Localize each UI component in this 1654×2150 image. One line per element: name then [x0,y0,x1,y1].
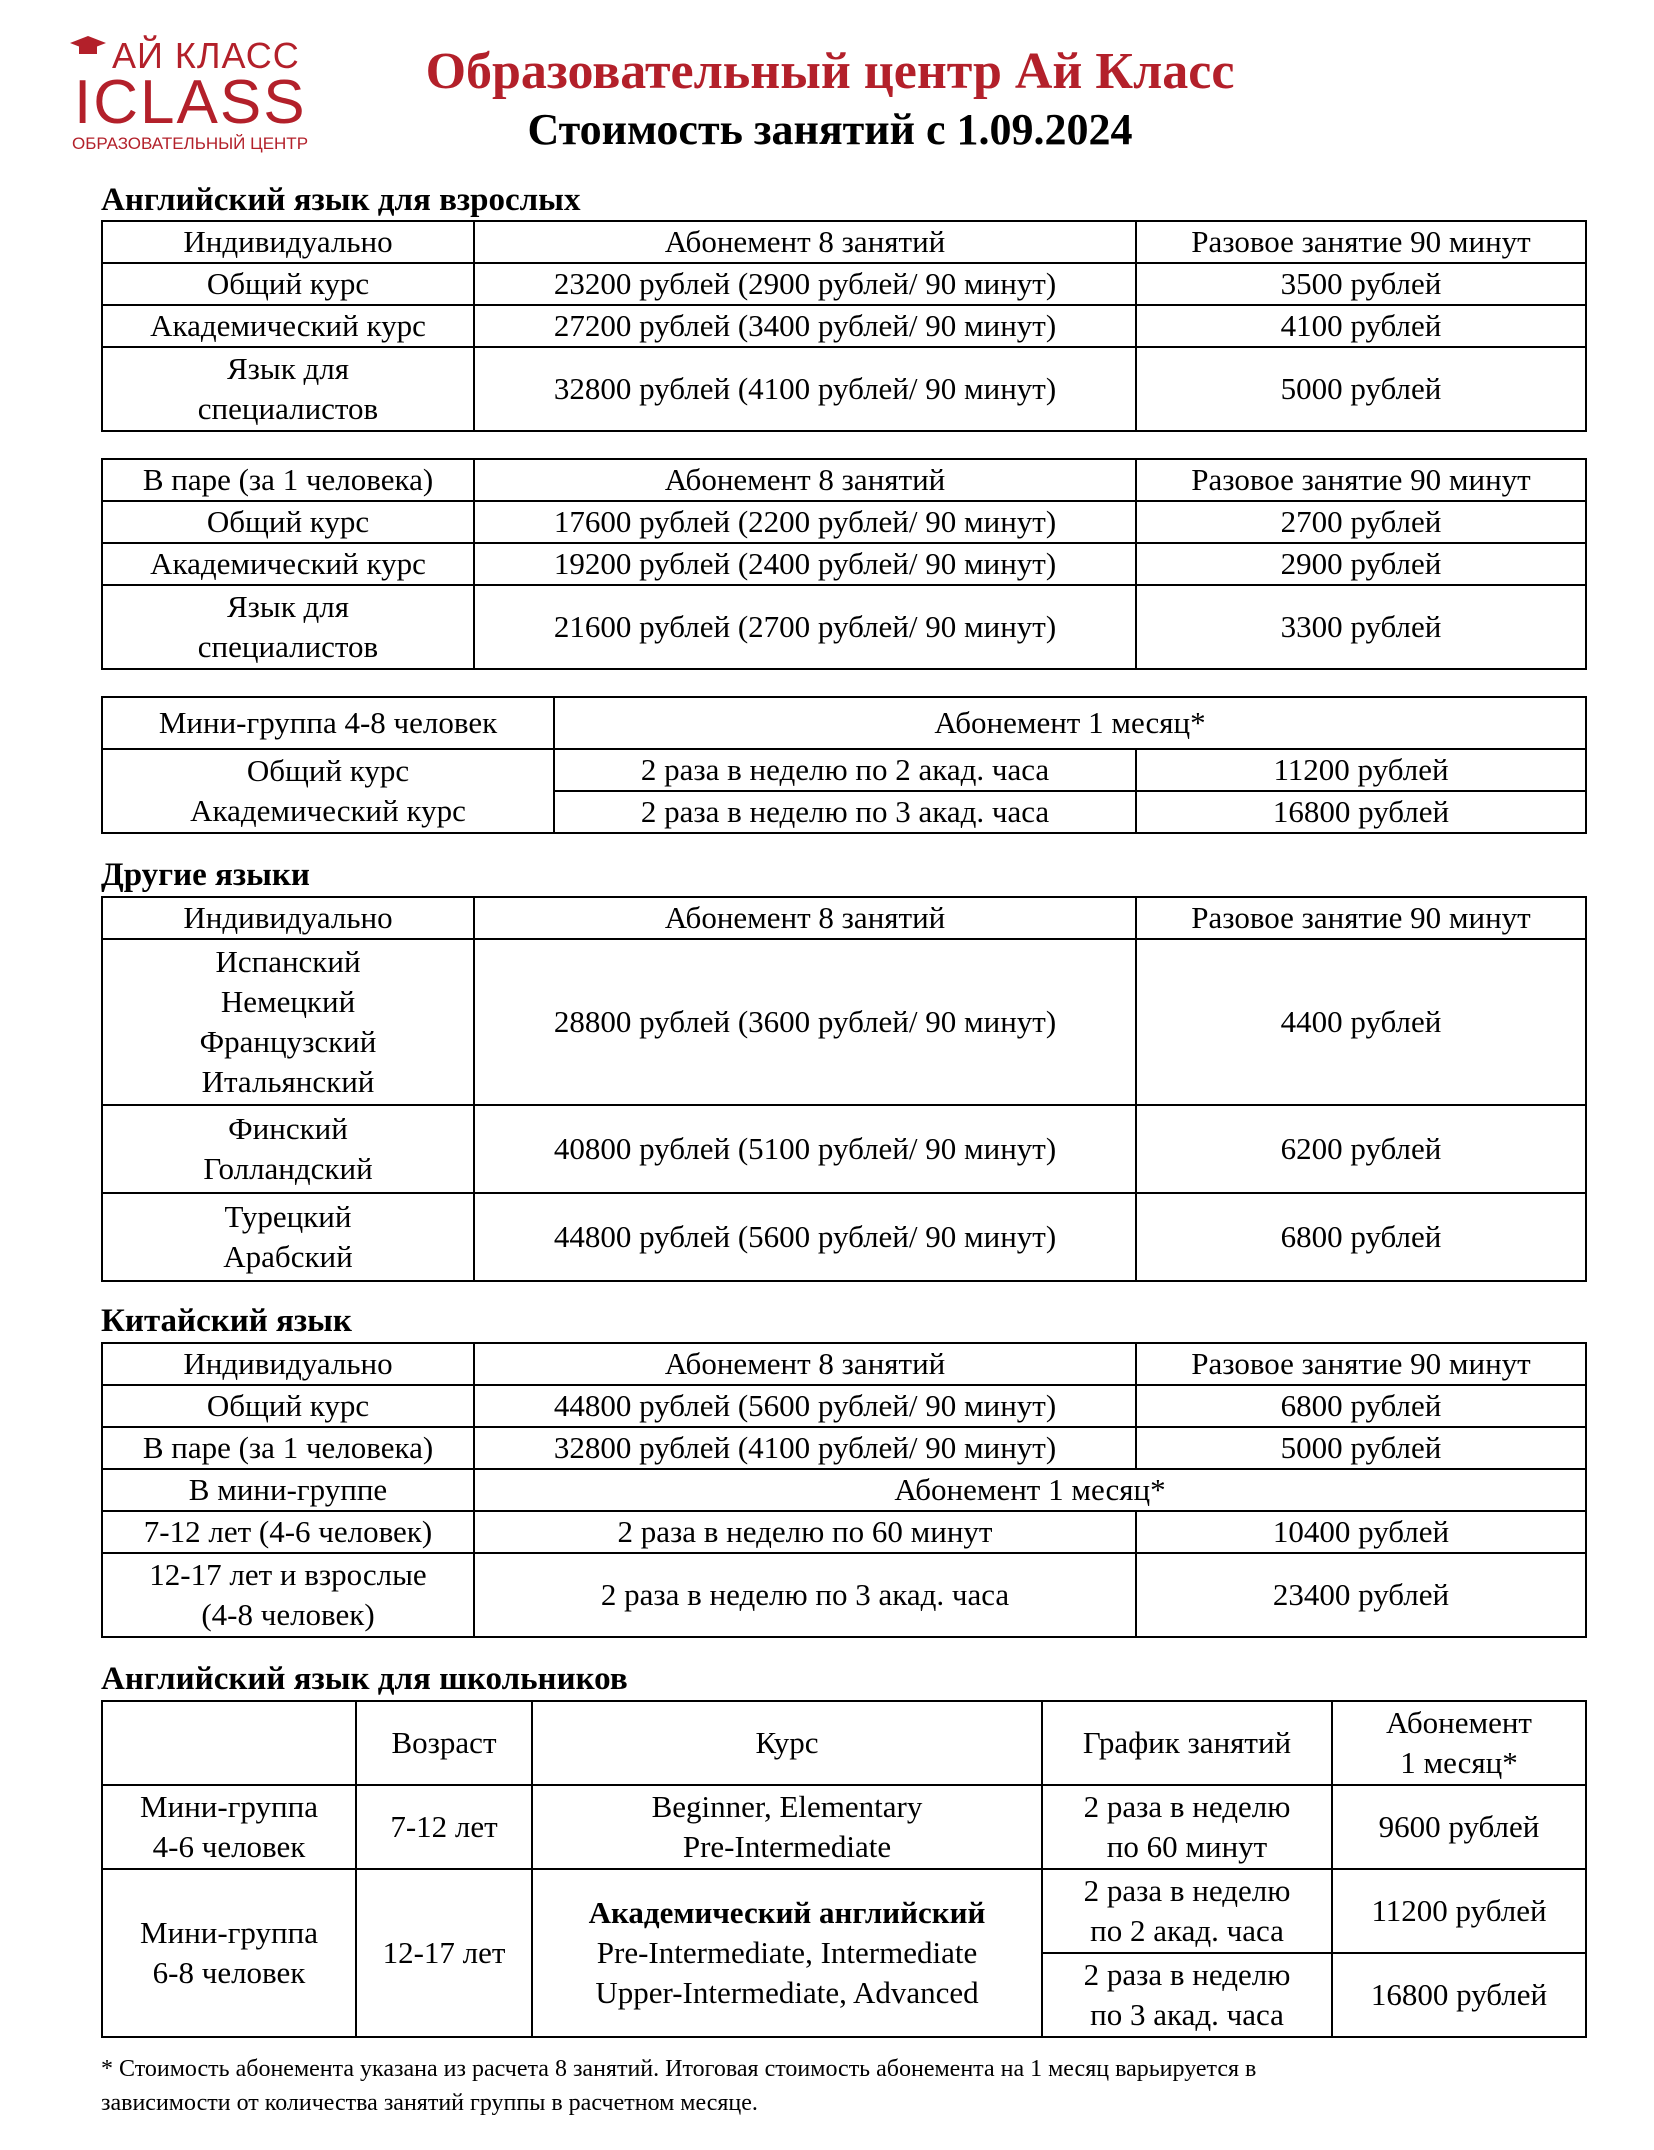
language-name: Испанский [215,944,361,979]
group-cell [102,1553,474,1637]
age-cell: 12-17 лет [356,1869,532,2037]
table-row [102,585,1586,669]
schedule-cell: 2 раза в неделю по 2 акад. часа [554,749,1136,791]
header-cell: Индивидуально [102,897,474,939]
table-other-languages [101,896,1587,1282]
schedule-cell [1042,1869,1332,1953]
table-adults-individual [101,220,1587,432]
table-row [102,501,1586,543]
schedule-cell: 2 раза в неделю по 3 акад. часа [554,791,1136,833]
group-cell: 7-12 лет (4-6 человек) [102,1511,474,1553]
language-name: Немецкий [220,984,356,1019]
section-adults-title: Английский язык для взрослых [101,182,581,218]
price-cell: 16800 рублей [1332,1953,1586,2037]
header-cell: Мини-группа 4-8 человек [102,697,554,749]
languages-cell [102,1193,474,1281]
course-line: Upper-Intermediate, Advanced [595,1975,979,2010]
single-price-cell: 4100 рублей [1136,305,1586,347]
table-header-row [102,1701,1586,1785]
price-cell: 32800 рублей (4100 рублей/ 90 минут) [474,347,1136,431]
section-chinese-title: Китайский язык [101,1303,352,1339]
table-header-row [102,459,1586,501]
course-line: Pre-Intermediate [682,1829,892,1864]
course-cell: Общий курс [102,263,474,305]
logo-line1: АЙ КЛАСС [112,35,300,76]
course-line-bold: Академический английский [588,1895,986,1930]
header-cell: Абонемент 8 занятий [474,897,1136,939]
price-cell: 28800 рублей (3600 рублей/ 90 минут) [474,939,1136,1105]
course-line: специалистов [197,391,379,426]
schedule-line: по 3 акад. часа [1090,1997,1284,2032]
language-name: Турецкий [224,1199,352,1234]
price-cell: 11200 рублей [1136,749,1586,791]
table-header-row [102,1469,1586,1511]
group-line: (4-8 человек) [201,1597,375,1632]
group-line: 6-8 человек [152,1955,306,1990]
schedule-line: по 60 минут [1106,1829,1268,1864]
group-line: Мини-группа [140,1789,318,1824]
price-cell: 9600 рублей [1332,1785,1586,1869]
table-row [102,1785,1586,1869]
table-row [102,305,1586,347]
price-cell: 27200 рублей (3400 рублей/ 90 минут) [474,305,1136,347]
table-row [102,263,1586,305]
price-cell: 23200 рублей (2900 рублей/ 90 минут) [474,263,1136,305]
course-cell [532,1785,1042,1869]
page-title: Образовательный центр Ай Класс [425,43,1235,100]
section-school-title: Английский язык для школьников [101,1661,628,1697]
header-line: Абонемент [1386,1705,1532,1740]
price-cell: 19200 рублей (2400 рублей/ 90 минут) [474,543,1136,585]
header-cell: Абонемент 8 занятий [474,459,1136,501]
header-cell: Индивидуально [102,1343,474,1385]
table-header-row [102,897,1586,939]
course-cell: Общий курс [102,501,474,543]
price-cell: 10400 рублей [1136,1511,1586,1553]
table-row [102,1193,1586,1281]
footnote-line: * Стоимость абонемента указана из расчета 8 занятий. Итоговая стоимость абонемента на 1 месяц варьируется в [101,2056,1257,2082]
course-line: специалистов [197,629,379,664]
footnote-line: зависимости от количества занятий группы в расчетном месяце. [101,2090,758,2116]
single-price-cell: 5000 рублей [1136,347,1586,431]
single-price-cell: 6800 рублей [1136,1385,1586,1427]
price-cell: 17600 рублей (2200 рублей/ 90 минут) [474,501,1136,543]
price-cell: 32800 рублей (4100 рублей/ 90 минут) [474,1427,1136,1469]
course-cell: Академический курс [102,305,474,347]
table-header-row [102,697,1586,749]
table-row [102,749,1586,791]
group-line: 12-17 лет и взрослые [149,1557,427,1592]
course-line: Язык для [226,351,350,386]
header-cell: Возраст [356,1701,532,1785]
price-cell: 21600 рублей (2700 рублей/ 90 минут) [474,585,1136,669]
course-cell [102,585,474,669]
language-name: Французский [199,1024,377,1059]
header-cell: Разовое занятие 90 минут [1136,459,1586,501]
table-header-row [102,1343,1586,1385]
age-cell: 7-12 лет [356,1785,532,1869]
header-cell: Абонемент 8 занятий [474,221,1136,263]
table-row [102,939,1586,1105]
single-price-cell: 2900 рублей [1136,543,1586,585]
price-cell: 44800 рублей (5600 рублей/ 90 минут) [474,1193,1136,1281]
schedule-line: 2 раза в неделю [1083,1957,1291,1992]
header-cell: Абонемент 1 месяц* [554,697,1586,749]
table-row [102,1385,1586,1427]
table-school [101,1700,1587,2038]
logo-line2: ICLASS [74,68,307,137]
schedule-line: по 2 акад. часа [1090,1913,1284,1948]
price-cell: 23400 рублей [1136,1553,1586,1637]
schedule-cell: 2 раза в неделю по 3 акад. часа [474,1553,1136,1637]
language-name: Финский [228,1111,348,1146]
course-cell: Общий курс [102,1385,474,1427]
single-price-cell: 3300 рублей [1136,585,1586,669]
table-adults-pair [101,458,1587,670]
table-row [102,1869,1586,1953]
course-line: Beginner, Elementary [651,1789,923,1824]
table-row [102,1511,1586,1553]
price-cell: 40800 рублей (5100 рублей/ 90 минут) [474,1105,1136,1193]
schedule-cell: 2 раза в неделю по 60 минут [474,1511,1136,1553]
group-line: Мини-группа [140,1915,318,1950]
header-cell: Разовое занятие 90 минут [1136,897,1586,939]
single-price-cell: 5000 рублей [1136,1427,1586,1469]
header-cell: Абонемент 8 занятий [474,1343,1136,1385]
table-row [102,1105,1586,1193]
header-line: 1 месяц* [1400,1745,1518,1780]
price-cell: 11200 рублей [1332,1869,1586,1953]
schedule-cell [1042,1953,1332,2037]
price-cell: 16800 рублей [1136,791,1586,833]
header-cell [102,1701,356,1785]
languages-cell [102,1105,474,1193]
schedule-cell [1042,1785,1332,1869]
section-other-title: Другие языки [101,857,310,893]
language-name: Арабский [223,1239,353,1274]
header-cell: Разовое занятие 90 минут [1136,1343,1586,1385]
graduation-cap-icon [70,36,106,56]
header-cell: Индивидуально [102,221,474,263]
table-row [102,1427,1586,1469]
header-cell [1332,1701,1586,1785]
table-chinese [101,1342,1587,1638]
single-price-cell: 4400 рублей [1136,939,1586,1105]
language-name: Голландский [203,1151,373,1186]
header-cell: В мини-группе [102,1469,474,1511]
course-cell: В паре (за 1 человека) [102,1427,474,1469]
header-cell: Курс [532,1701,1042,1785]
header-cell: В паре (за 1 человека) [102,459,474,501]
single-price-cell: 2700 рублей [1136,501,1586,543]
footnote [101,2052,1581,2120]
language-name: Итальянский [201,1064,375,1099]
course-cell: Академический курс [102,543,474,585]
schedule-line: 2 раза в неделю [1083,1789,1291,1824]
course-cell [102,749,554,833]
single-price-cell: 6800 рублей [1136,1193,1586,1281]
course-line: Общий курс [246,753,410,788]
schedule-line: 2 раза в неделю [1083,1873,1291,1908]
course-line: Академический курс [190,793,466,828]
course-line: Pre-Intermediate, Intermediate [596,1935,978,1970]
table-row [102,347,1586,431]
course-cell [102,347,474,431]
header-cell: Разовое занятие 90 минут [1136,221,1586,263]
course-line: Язык для [226,589,350,624]
single-price-cell: 3500 рублей [1136,263,1586,305]
languages-cell [102,939,474,1105]
logo-line3: ОБРАЗОВАТЕЛЬНЫЙ ЦЕНТР [72,134,309,153]
table-header-row [102,221,1586,263]
group-line: 4-6 человек [152,1829,306,1864]
header-cell: График занятий [1042,1701,1332,1785]
price-cell: 44800 рублей (5600 рублей/ 90 минут) [474,1385,1136,1427]
group-cell [102,1869,356,2037]
page-subtitle: Стоимость занятий с 1.09.2024 [527,105,1133,154]
table-row [102,543,1586,585]
course-cell [532,1869,1042,2037]
header-cell: Абонемент 1 месяц* [474,1469,1586,1511]
single-price-cell: 6200 рублей [1136,1105,1586,1193]
table-row [102,1553,1586,1637]
group-cell [102,1785,356,1869]
table-adults-minigroup [101,696,1587,834]
